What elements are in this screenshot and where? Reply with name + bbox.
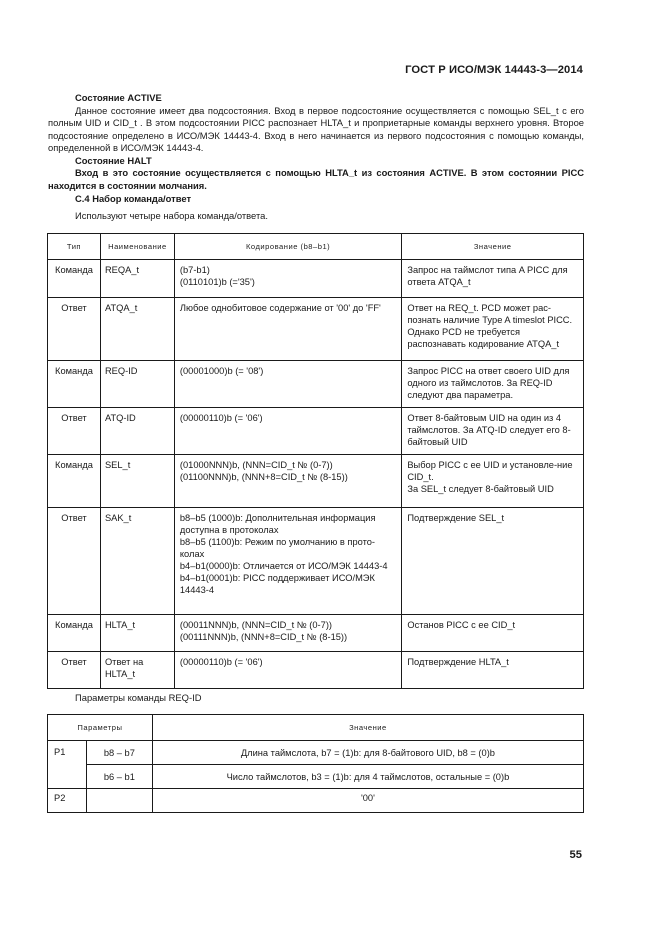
cell-meaning: Выбор PICC с ее UID и установле-ние CID_t. За SEL_t следует 8-байтовый UID bbox=[402, 455, 584, 508]
table-row bbox=[48, 260, 584, 298]
cell-type: Ответ bbox=[48, 408, 101, 455]
header-value: Значение bbox=[152, 715, 583, 741]
cell-type: Команда bbox=[48, 455, 101, 508]
table-row bbox=[48, 455, 584, 508]
cell-name: REQA_t bbox=[100, 260, 174, 298]
document-header: ГОСТ Р ИСО/МЭК 14443-3—2014 bbox=[405, 64, 583, 76]
cell-type: Команда bbox=[48, 361, 101, 408]
cell-meaning: Число таймслотов, b3 = (1)b: для 4 таймслотов, остальные = (0)b bbox=[152, 765, 583, 789]
section-active bbox=[48, 92, 584, 192]
cell-name: Ответ на HLTA_t bbox=[100, 652, 174, 689]
cell-coding: (00000110)b (= '06') bbox=[174, 652, 401, 689]
cell-type: Команда bbox=[48, 615, 101, 652]
reqid-caption: Параметры команды REQ-ID bbox=[75, 692, 202, 703]
cell-meaning: Ответ на REQ_t. PCD может рас-познать наличие Type A timeslot PICC. Однако PCD не требуется распознавать кодирование ATQA_t bbox=[402, 298, 584, 361]
table-row bbox=[48, 298, 584, 361]
section-active-title: Состояние ACTIVE bbox=[75, 92, 162, 103]
table-row bbox=[48, 615, 584, 652]
cell-bits bbox=[86, 789, 152, 813]
params-table bbox=[47, 714, 584, 813]
cell-meaning: Останов PICC с ее CID_t bbox=[402, 615, 584, 652]
cell-coding: (00000110)b (= '06') bbox=[174, 408, 401, 455]
cell-meaning: Подтверждение HLTA_t bbox=[402, 652, 584, 689]
header-type: Тип bbox=[48, 234, 101, 260]
table-row bbox=[48, 652, 584, 689]
params-table-header bbox=[48, 715, 584, 741]
header-params: Параметры bbox=[48, 715, 153, 741]
cell-type: Ответ bbox=[48, 508, 101, 615]
cell-name: ATQA_t bbox=[100, 298, 174, 361]
table-row bbox=[48, 408, 584, 455]
cell-meaning: Длина таймслота, b7 = (1)b: для 8-байтового UID, b8 = (0)b bbox=[152, 741, 583, 765]
cell-name: SEL_t bbox=[100, 455, 174, 508]
header-meaning: Значение bbox=[402, 234, 584, 260]
table-row bbox=[48, 741, 584, 765]
cell-coding: Любое однобитовое содержание от '00' до 'FF' bbox=[174, 298, 401, 361]
header-coding: Кодирование (b8–b1) bbox=[174, 234, 401, 260]
cell-name: HLTA_t bbox=[100, 615, 174, 652]
cell-param: P1 bbox=[48, 741, 87, 789]
cell-type: Команда bbox=[48, 260, 101, 298]
cell-param: P2 bbox=[48, 789, 87, 813]
section-active-body: Данное состояние имеет два подсостояния. Вход в первое подсостояние осуществляется с помощью SEL_t с его полным UID и CID_t . В этом подсостоянии PICC распознает HLTA_t и проприетарные команды верхнего уровня. Второе подсостояние определено в ИСО/МЭК 14443-4. Вход в него начинается из первого подсостояния с помощью команды, определенной в ИСО/МЭК 14443-4. bbox=[48, 104, 584, 153]
cell-coding: (00001000)b (= '08') bbox=[174, 361, 401, 408]
table-row bbox=[48, 361, 584, 408]
table-row bbox=[48, 789, 584, 813]
cell-type: Ответ bbox=[48, 298, 101, 361]
cell-bits: b8 – b7 bbox=[86, 741, 152, 765]
cell-meaning: Подтверждение SEL_t bbox=[402, 508, 584, 615]
cell-coding: (00011NNN)b, (NNN=CID_t № (0-7)) (00111NNN)b, (NNN+8=CID_t № (8-15)) bbox=[174, 615, 401, 652]
cell-name: SAK_t bbox=[100, 508, 174, 615]
cell-bits: b6 – b1 bbox=[86, 765, 152, 789]
header-name: Наименование bbox=[100, 234, 174, 260]
section-c4-title: С.4 Набор команда/ответ bbox=[75, 193, 192, 204]
section-c4-intro: Используют четыре набора команда/ответа. bbox=[75, 210, 268, 221]
table-row bbox=[48, 765, 584, 789]
cell-meaning: Ответ 8-байтовым UID на один из 4 таймслотов. За ATQ-ID следует его 8-байтовый UID bbox=[402, 408, 584, 455]
cell-meaning: Запрос PICC на ответ своего UID для одного из таймслотов. За REQ-ID следуют два параметра. bbox=[402, 361, 584, 408]
cell-meaning: '00' bbox=[152, 789, 583, 813]
cell-coding: (b7-b1) (0110101)b (='35') bbox=[174, 260, 401, 298]
cell-name: REQ-ID bbox=[100, 361, 174, 408]
cell-coding: b8–b5 (1000)b: Дополнительная информация доступна в протоколах b8–b5 (1100)b: Режим по умолчанию в прото-колах b4–b1(0000)b: Отличается от ИСО/МЭК 14443-4 b4–b1(0001)b: PICC поддерживает ИСО/МЭК 14443-4 bbox=[174, 508, 401, 615]
section-halt-title: Состояние HALT bbox=[75, 154, 152, 166]
cell-coding: (01000NNN)b, (NNN=CID_t № (0-7)) (01100NNN)b, (NNN+8=CID_t № (8-15)) bbox=[174, 455, 401, 508]
cell-type: Ответ bbox=[48, 652, 101, 689]
section-halt-body: Вход в это состояние осуществляется с помощью HLTA_t из состояния ACTIVE. В этом состоянии PICC находится в состоянии молчания. bbox=[48, 167, 584, 191]
cell-meaning: Запрос на таймслот типа A PICC для ответа ATQA_t bbox=[402, 260, 584, 298]
cell-name: ATQ-ID bbox=[100, 408, 174, 455]
page-number: 55 bbox=[569, 849, 582, 861]
commands-table bbox=[47, 233, 584, 689]
table-row bbox=[48, 508, 584, 615]
commands-table-header bbox=[48, 234, 584, 260]
